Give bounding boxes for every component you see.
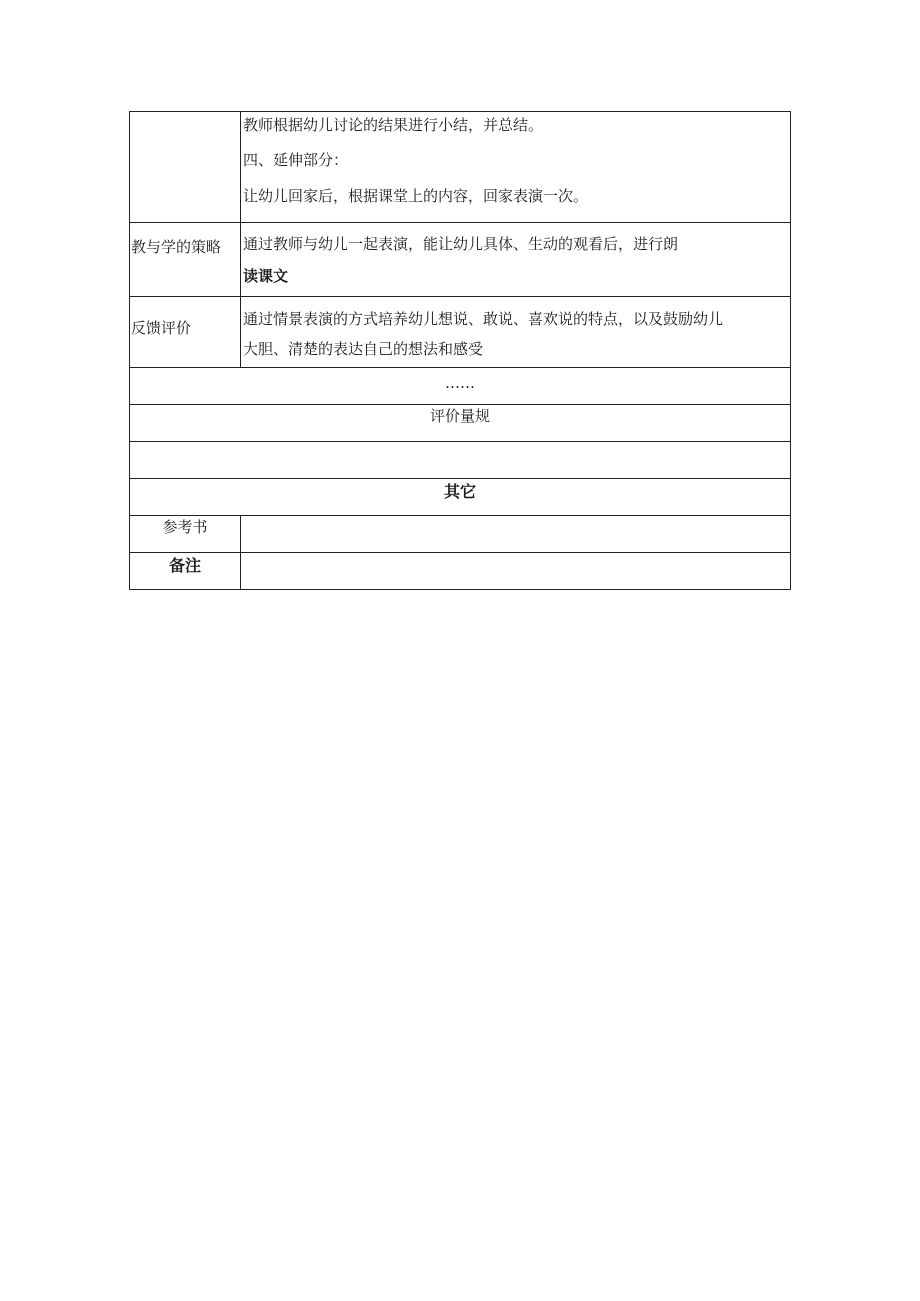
reference-row — [130, 516, 791, 553]
rubric-heading-row — [130, 405, 791, 442]
extension-label-cell — [130, 112, 241, 223]
rubric-content-cell — [130, 442, 791, 479]
other-heading: 其它 — [443, 482, 476, 501]
reference-value-cell — [241, 516, 791, 553]
feedback-label: 反馈评价 — [131, 319, 192, 337]
feedback-label-cell — [130, 297, 241, 368]
strategy-row — [130, 223, 791, 297]
strategy-content-cell — [241, 223, 791, 297]
rubric-heading: 评价量规 — [429, 407, 490, 425]
extension-heading-line: 四、延伸部分： — [243, 151, 349, 169]
lesson-plan-table — [129, 111, 791, 590]
notes-value-cell — [241, 553, 791, 590]
extension-row — [130, 112, 791, 223]
summary-line: 教师根据幼儿讨论的结果进行小结，并总结。 — [243, 116, 544, 134]
notes-label-cell — [130, 553, 241, 590]
strategy-label: 教与学的策略 — [131, 238, 222, 256]
feedback-content-cell — [241, 297, 791, 368]
reference-label: 参考书 — [162, 518, 208, 536]
ellipsis-cell — [130, 368, 791, 405]
extension-content-cell — [241, 112, 791, 223]
other-heading-row — [130, 479, 791, 516]
rubric-heading-cell — [130, 405, 791, 442]
strategy-text-line-1: 通过教师与幼儿一起表演，能让幼儿具体、生动的观看后，进行朗 — [243, 235, 679, 253]
strategy-text-line-2: 读课文 — [243, 267, 289, 285]
notes-row — [130, 553, 791, 590]
rubric-content-row — [130, 442, 791, 479]
ellipsis-text: …… — [445, 374, 475, 392]
feedback-text-line-2: 大胆、清楚的表达自己的想法和感受 — [243, 340, 484, 358]
notes-label: 备注 — [168, 556, 201, 575]
homework-line: 让幼儿回家后，根据课堂上的内容，回家表演一次。 — [243, 187, 589, 205]
feedback-text-line-1: 通过情景表演的方式培养幼儿想说、敢说、喜欢说的特点，以及鼓励幼儿 — [243, 310, 724, 328]
feedback-row — [130, 297, 791, 368]
ellipsis-row — [130, 368, 791, 405]
other-heading-cell — [130, 479, 791, 516]
reference-label-cell — [130, 516, 241, 553]
strategy-label-cell — [130, 223, 241, 297]
